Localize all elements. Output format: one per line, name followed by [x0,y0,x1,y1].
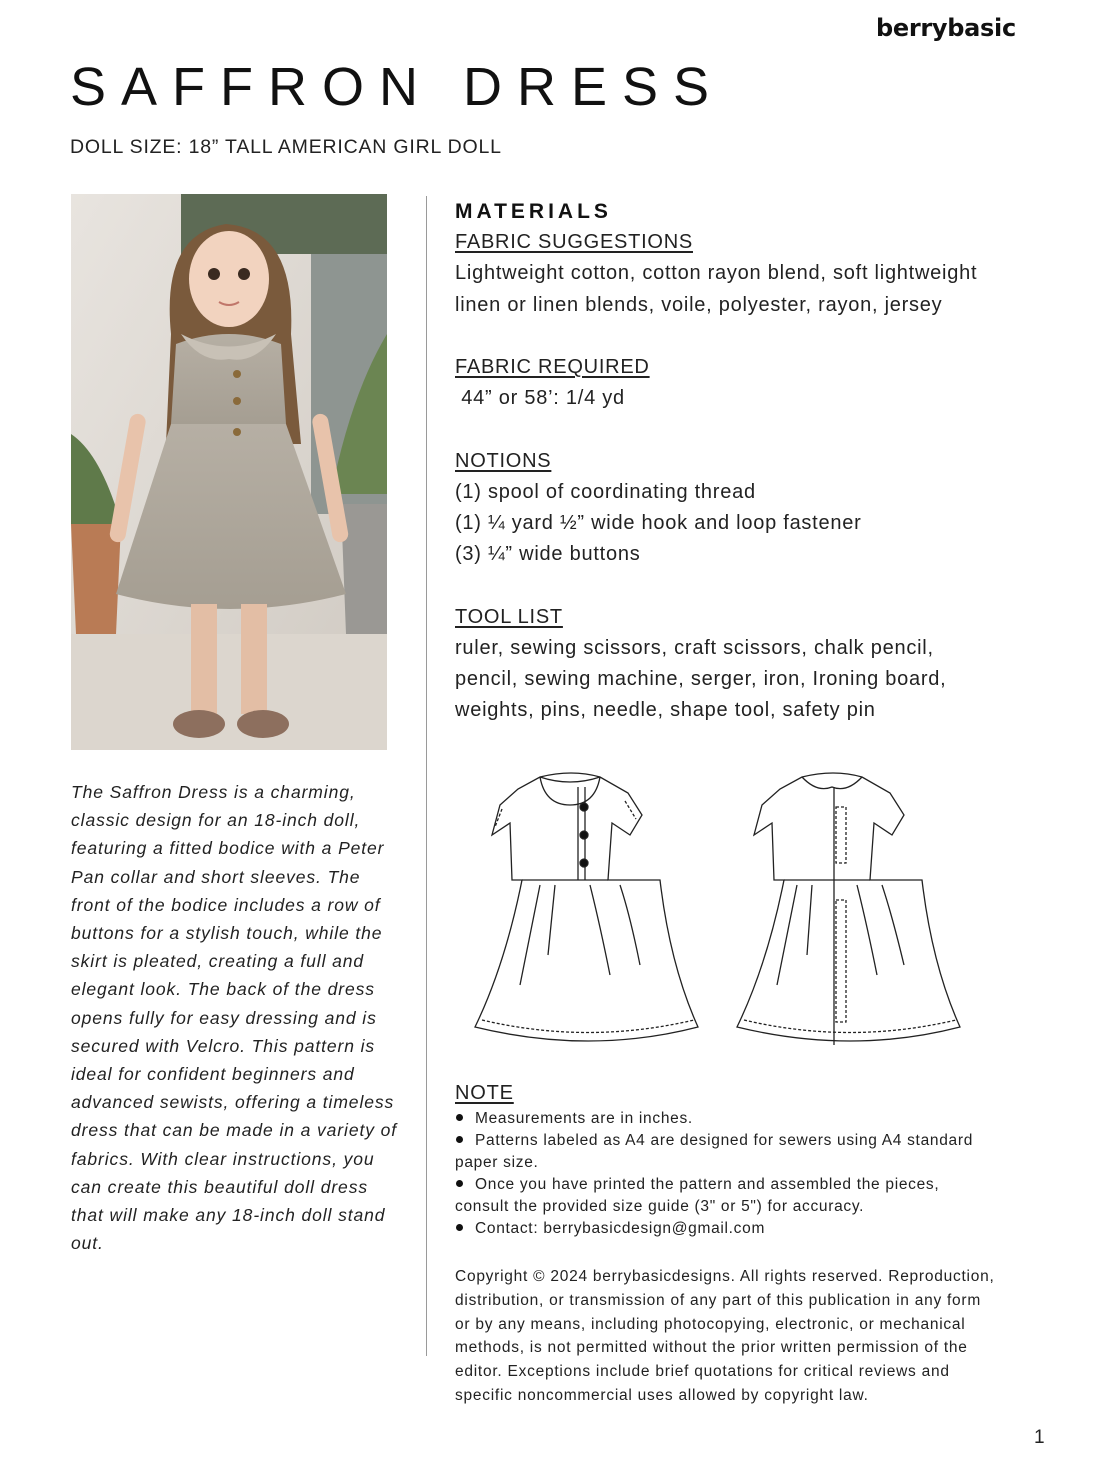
notions-label: NOTIONS [455,449,552,472]
fabric-suggestions-text: linen or linen blends, voile, polyester, rayon, jersey [455,293,943,316]
description-line: that will make any 18-inch doll stand [71,1205,386,1226]
page-number: 1 [1034,1427,1045,1448]
description-line: front of the bodice includes a row of [71,894,381,915]
description-line: opens fully for easy dressing and is [71,1007,377,1028]
brand-logo: berrybasic [876,14,1016,42]
description-line: ideal for confident beginners and [71,1064,355,1085]
description-line: dress that can be made in a variety of [71,1120,398,1141]
copyright-line: distribution, or transmission of any part of this publication in any form [455,1291,982,1309]
tool-list-text: weights, pins, needle, shape tool, safety pin [455,699,876,722]
note-item: Once you have printed the pattern and assembled the pieces, consult the provided size guide (3" or 5") for accuracy. [455,1176,940,1215]
materials-heading: MATERIALS [455,200,612,223]
fabric-suggestions-label: FABRIC SUGGESTIONS [455,231,693,254]
description-line: advanced sewists, offering a timeless [71,1092,395,1113]
tool-list-text: pencil, sewing machine, serger, iron, Ironing board, [455,668,947,690]
dress-description [71,778,416,1257]
fabric-required-label: FABRIC REQUIRED [455,356,650,378]
description-line: featuring a fitted bodice with a Peter [71,838,385,859]
copyright-line: or by any means, including photocopying, electronic, or mechanical [455,1315,966,1333]
notion-item: (1) spool of coordinating thread [455,480,756,503]
copyright-line: methods, is not permitted without the prior written permission of the [455,1339,968,1357]
copyright-line: specific noncommercial uses allowed by copyright law. [455,1386,869,1404]
description-line: elegant look. The back of the dress [71,979,375,1000]
notion-item: (3) ¼” wide buttons [455,543,641,566]
bullet-icon [456,1114,463,1121]
tool-list-text: ruler, sewing scissors, craft scissors, chalk pencil, [455,636,934,659]
fabric-suggestions-text: Lightweight cotton, cotton rayon blend, soft lightweight [455,262,978,285]
description-line: fabrics. With clear instructions, you [71,1148,375,1169]
description-line: classic design for an 18-inch doll, [71,810,361,831]
note-item: Patterns labeled as A4 are designed for sewers using A4 standard paper size. [455,1132,974,1171]
bullet-icon [456,1224,463,1231]
description-line: Pan collar and short sleeves. The [71,866,361,887]
tool-list-label: TOOL LIST [455,605,563,628]
copyright-notice [455,1265,1055,1408]
description-line: secured with Velcro. This pattern is [71,1035,376,1056]
doll-photo [71,194,387,750]
note-section [455,1082,1055,1240]
description-line: can create this beautiful doll dress [71,1176,368,1197]
bullet-icon [456,1180,463,1187]
description-line: The Saffron Dress is a charming, [71,782,356,802]
note-item: Contact: berrybasicdesign@gmail.com [455,1218,1055,1240]
bullet-icon [456,1136,463,1143]
front-view-flat [475,773,698,1041]
note-item: Measurements are in inches. [455,1108,1055,1130]
notion-item: (1) ¼ yard ½” wide hook and loop fastener [455,512,862,534]
description-line: skirt is pleated, creating a full and [71,951,365,972]
doll-size-subtitle: DOLL SIZE: 18” TALL AMERICAN GIRL DOLL [70,136,502,158]
back-view-flat [737,773,960,1045]
technical-flat-drawings [460,765,980,1055]
note-heading: NOTE [455,1082,514,1104]
copyright-line: editor. Exceptions include brief quotations for critical reviews and [455,1363,950,1381]
column-divider [426,196,427,1356]
copyright-line: Copyright © 2024 berrybasicdesigns. All rights reserved. Reproduction, [455,1268,995,1285]
page-title: SAFFRON DRESS [70,57,725,117]
fabric-required-value: 44” or 58’: 1/4 yd [455,387,625,410]
description-line: out. [71,1233,104,1254]
description-line: buttons for a stylish touch, while the [71,923,383,944]
materials-section [455,196,1055,726]
